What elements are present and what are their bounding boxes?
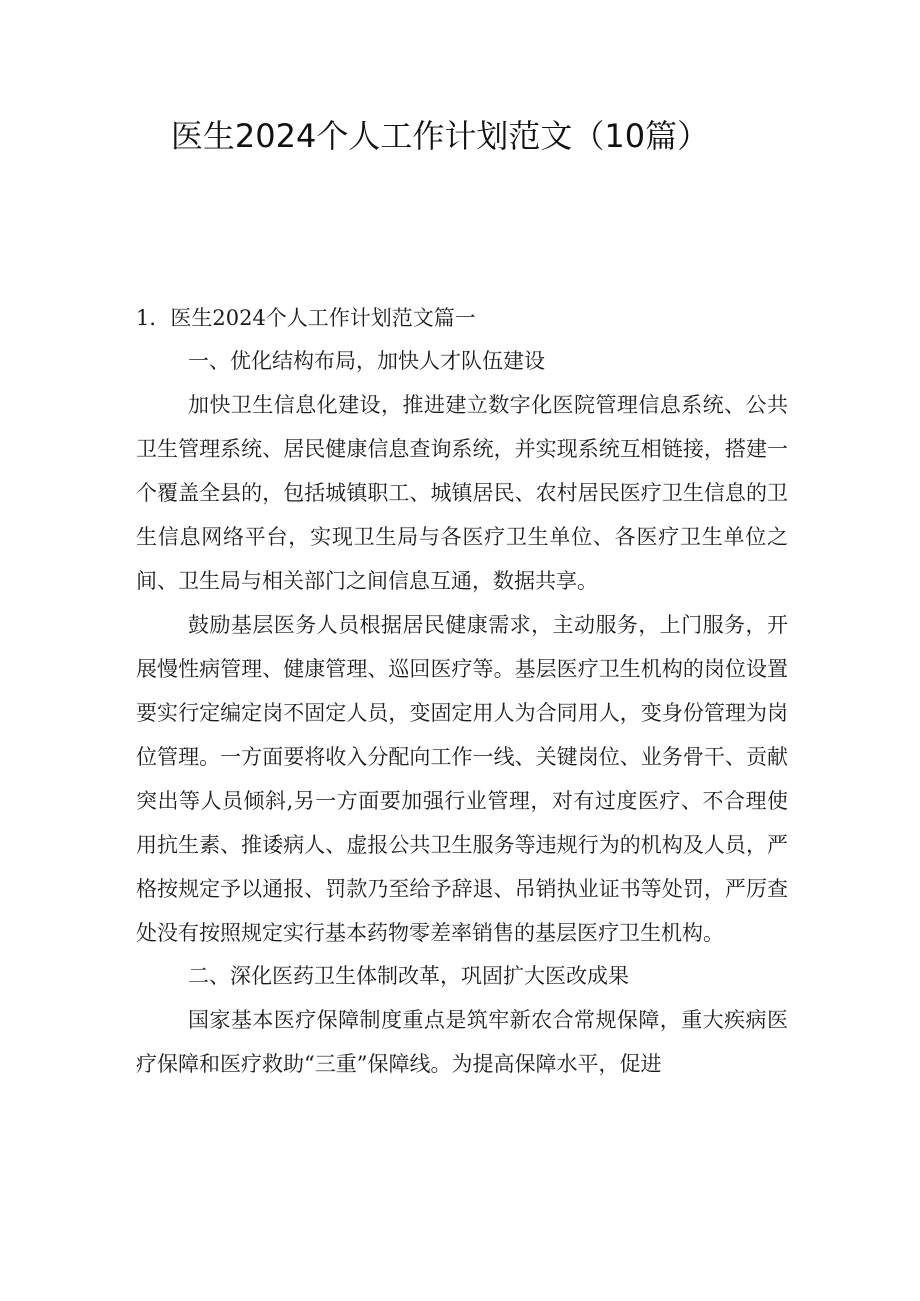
document-body [136,297,788,1086]
paragraph: 国家基本医疗保障制度重点是筑牢新农合常规保障，重大疾病医疗保障和医疗救助“三重”保障线。为提高保障水平，促进 [136,1008,788,1076]
paragraph: 加快卫生信息化建设，推进建立数字化医院管理信息系统、公共卫生管理系统、居民健康信息查询系统，并实现系统互相链接，搭建一个覆盖全县的，包括城镇职工、城镇居民、农村居民医疗卫生信息的卫生信息网络平台，实现卫生局与各医疗卫生单位、各医疗卫生单位之间、卫生局与相关部门之间信息互通，数据共享。 [136,393,788,593]
document-title: 医生2024个人工作计划范文（10篇） [170,117,710,155]
paragraph: 鼓励基层医务人员根据居民健康需求，主动服务，上门服务，开展慢性病管理、健康管理、巡回医疗等。基层医疗卫生机构的岗位设置要实行定编定岗不固定人员，变固定用人为合同用人，变身份管理为岗位管理。一方面要将收入分配向工作一线、关键岗位、业务骨干、贡献突出等人员倾斜,另一方面要加强行业管理，对有过度医疗、不合理使用抗生素、推诿病人、虚报公共卫生服务等违规行为的机构及人员，严格按规定予以通报、罚款乃至给予辞退、吊销执业证书等处罚，严厉查处没有按照规定实行基本药物零差率销售的基层医疗卫生机构。 [136,613,788,945]
article-heading: 1．医生2024个人工作计划范文篇一 [136,306,476,330]
section-heading-2: 二、深化医药卫生体制改革，巩固扩大医改成果 [188,964,629,988]
section-heading-1: 一、优化结构布局，加快人才队伍建设 [188,349,545,373]
